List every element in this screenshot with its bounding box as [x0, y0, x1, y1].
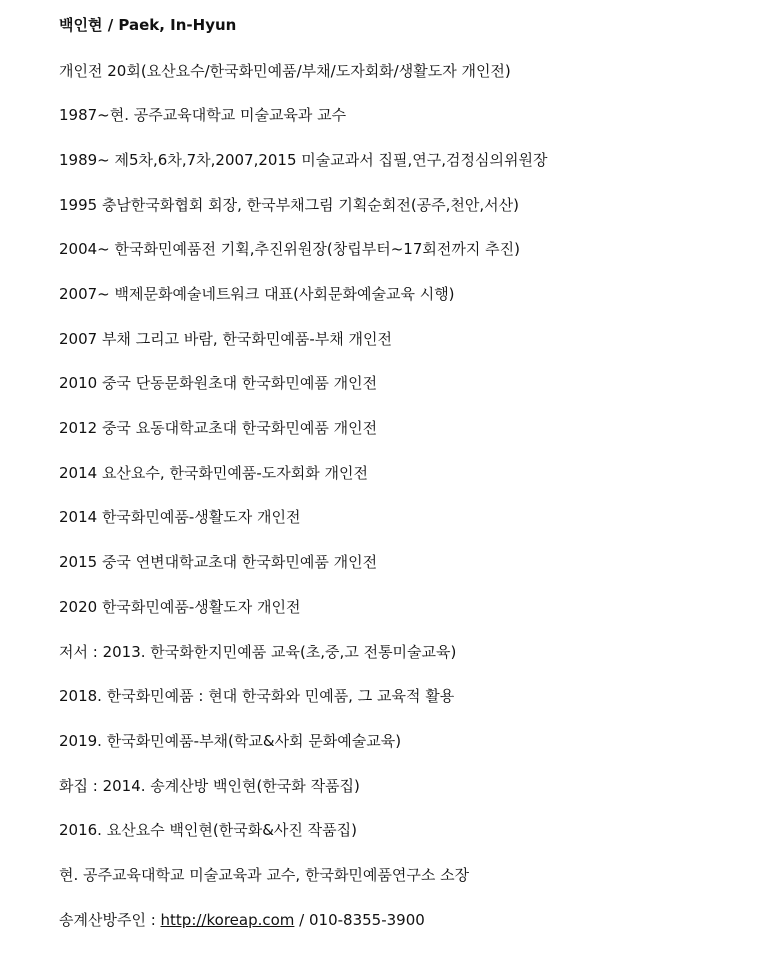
profile-line: 개인전 20회(요산요수/한국화민예품/부채/도자회화/생활도자 개인전)	[59, 61, 511, 80]
profile-title: 백인현 / Paek, In-Hyun	[59, 16, 237, 34]
contact-phone: / 010-8355-3900	[294, 910, 425, 929]
profile-line: 2007~ 백제문화예술네트워크 대표(사회문화예술교육 시행)	[59, 285, 455, 304]
homepage-link[interactable]: http://koreap.com	[160, 910, 295, 929]
profile-line: 현. 공주교육대학교 미술교육과 교수, 한국화민예품연구소 소장	[59, 865, 470, 884]
profile-line: 2020 한국화민예품-생활도자 개인전	[59, 597, 301, 616]
profile-line: 화집 : 2014. 송계산방 백인현(한국화 작품집)	[59, 776, 360, 795]
profile-line: 2007 부채 그리고 바람, 한국화민예품-부채 개인전	[59, 329, 393, 348]
profile-document	[59, 14, 759, 953]
profile-line: 1989~ 제5차,6차,7차,2007,2015 미술교과서 집필,연구,검정심의위원장	[59, 150, 548, 169]
contact-prefix: 송계산방주인 :	[59, 910, 161, 929]
profile-line: 1995 충남한국화협회 회장, 한국부채그림 기획순회전(공주,천안,서산)	[59, 195, 519, 214]
profile-line: 2012 중국 요동대학교초대 한국화민예품 개인전	[59, 419, 378, 438]
profile-line: 2014 한국화민예품-생활도자 개인전	[59, 508, 301, 527]
contact-line	[59, 909, 759, 931]
profile-line: 2014 요산요수, 한국화민예품-도자회화 개인전	[59, 463, 368, 482]
profile-line: 1987~현. 공주교육대학교 미술교육과 교수	[59, 106, 347, 125]
profile-line: 2004~ 한국화민예품전 기획,추진위원장(창립부터~17회전까지 추진)	[59, 240, 520, 259]
profile-line: 2010 중국 단동문화원초대 한국화민예품 개인전	[59, 374, 378, 393]
profile-line: 2016. 요산요수 백인현(한국화&사진 작품집)	[59, 821, 357, 840]
profile-line: 2018. 한국화민예품 : 현대 한국화와 민예품, 그 교육적 활용	[59, 687, 455, 706]
profile-line: 2019. 한국화민예품-부채(학교&사회 문화예술교육)	[59, 731, 402, 750]
profile-line: 2015 중국 연변대학교초대 한국화민예품 개인전	[59, 553, 378, 572]
profile-line: 저서 : 2013. 한국화한지민예품 교육(초,중,고 전통미술교육)	[59, 642, 457, 661]
